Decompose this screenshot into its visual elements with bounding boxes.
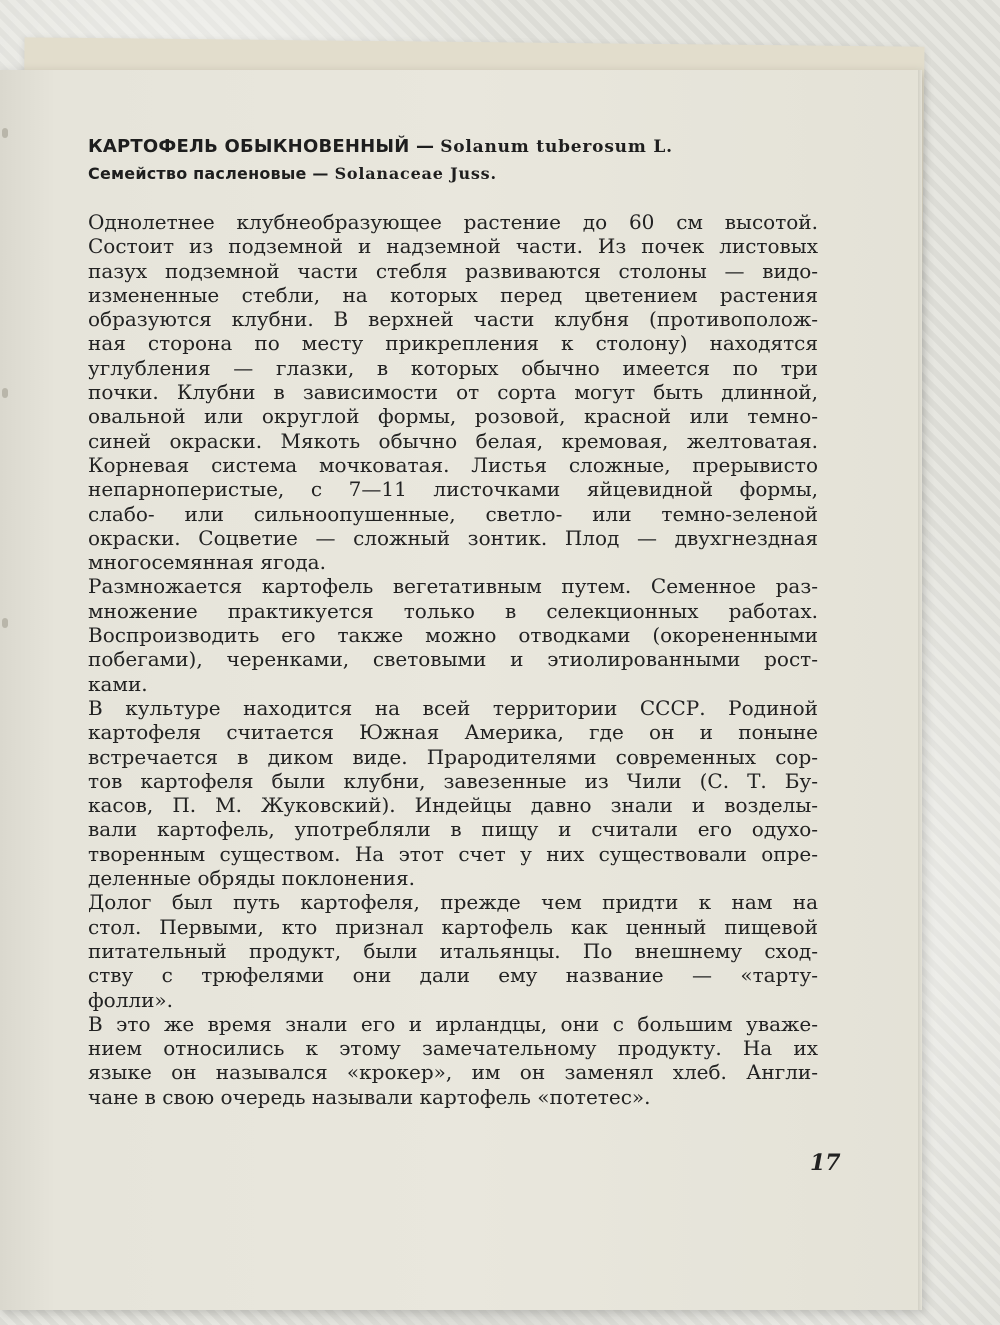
body-line: Состоит из подземной и надземной части. Из почек листовых xyxy=(88,234,818,259)
body-line: Однолетнее клубнеобразующее растение до 60 см высотой. xyxy=(88,210,818,234)
body-line: почки. Клубни в зависимости от сорта могут быть длинной, xyxy=(88,380,818,405)
body-line: многосемянная ягода. xyxy=(88,550,326,575)
body-line: В культуре находится на всей территории СССР. Родиной xyxy=(88,695,818,720)
body-line: Долог был путь картофеля, прежде чем придти к нам на xyxy=(88,890,818,915)
family-name-latin: Solanaceae Juss. xyxy=(334,164,497,183)
body-line: образуются клубни. В верхней части клубня (противополож- xyxy=(88,307,818,332)
binding-stitch xyxy=(2,618,8,628)
article-body xyxy=(88,210,818,1109)
body-line: питательный продукт, были итальянцы. По внешнему сход- xyxy=(88,938,818,963)
body-line: множение практикуется только в селекционных работах. xyxy=(88,598,818,623)
species-name-latin: Solanum tuberosum L. xyxy=(440,137,673,157)
body-line: ная сторона по месту прикрепления к столону) находятся xyxy=(88,331,818,356)
body-line: синей окраски. Мякоть обычно белая, кремовая, желтоватая. xyxy=(88,428,818,453)
body-line: вали картофель, употребляли в пищу и считали его одухо- xyxy=(88,817,818,842)
body-line: языке он назывался «крокер», им он заменял хлеб. Англи- xyxy=(88,1060,818,1085)
body-line: тов картофеля были клубни, завезенные из Чили (С. Т. Бу- xyxy=(88,768,818,793)
body-line: касов, П. М. Жуковский). Индейцы давно знали и возделы- xyxy=(88,793,818,818)
body-line: слабо- или сильноопушенные, светло- или темно-зеленой xyxy=(88,501,818,526)
body-line: нием относились к этому замечательному продукту. На их xyxy=(88,1036,818,1061)
species-name-ru: КАРТОФЕЛЬ ОБЫКНОВЕННЫЙ — xyxy=(88,136,435,157)
body-line: Размножается картофель вегетативным путем. Семенное раз- xyxy=(88,574,818,599)
body-line: побегами), черенками, световыми и этиолированными рост- xyxy=(88,647,818,672)
page-edge-shadow xyxy=(918,70,922,1310)
family-title xyxy=(88,164,848,192)
body-line: окраски. Соцветие — сложный зонтик. Плод — двухгнездная xyxy=(88,525,818,550)
body-line: пазух подземной части стебля развиваются столоны — видо- xyxy=(88,258,818,283)
body-line: чане в свою очередь называли картофель «потетес». xyxy=(88,1084,651,1109)
body-line: фолли». xyxy=(88,987,174,1012)
family-name-ru: Семейство пасленовые — xyxy=(88,164,329,183)
body-line: овальной или округлой формы, розовой, красной или темно- xyxy=(88,404,818,429)
body-line: ству с трюфелями они дали ему название — «тарту- xyxy=(88,963,818,988)
body-line: углубления — глазки, в которых обычно имеется по три xyxy=(88,355,818,380)
body-line: ками. xyxy=(88,671,148,696)
body-line: деленные обряды поклонения. xyxy=(88,866,415,891)
body-line: непарноперистые, с 7—11 листочками яйцевидной формы, xyxy=(88,477,818,502)
article-heading xyxy=(88,136,848,192)
body-line: Корневая система мочковатая. Листья сложные, прерывисто xyxy=(88,452,818,477)
body-line: встречается в диком виде. Прародителями современных сор- xyxy=(88,744,818,769)
page-number: 17 xyxy=(810,1150,841,1176)
body-line: стол. Первыми, кто признал картофель как ценный пищевой xyxy=(88,914,818,939)
body-line: творенным существом. На этот счет у них существовали опре- xyxy=(88,841,818,866)
body-line: В это же время знали его и ирландцы, они с большим уваже- xyxy=(88,1011,818,1036)
body-line: измененные стебли, на которых перед цветением растения xyxy=(88,282,818,307)
binding-stitch xyxy=(2,388,8,398)
body-line: картофеля считается Южная Америка, где он и поныне xyxy=(88,720,818,745)
species-title xyxy=(88,136,848,164)
binding-stitch xyxy=(2,128,8,138)
body-line: Воспроизводить его также можно отводками (окорененными xyxy=(88,623,818,648)
